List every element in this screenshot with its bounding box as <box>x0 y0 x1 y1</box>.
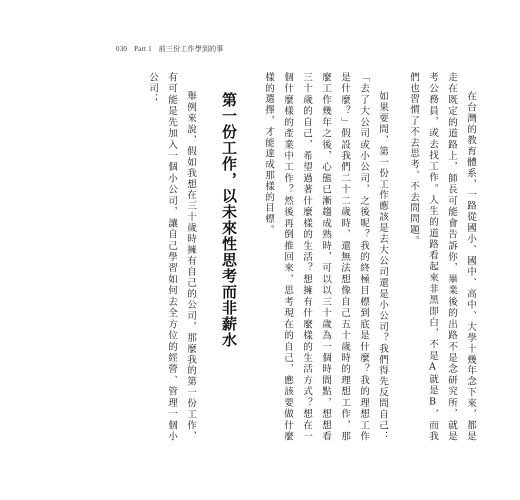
paragraph-2 <box>258 72 392 442</box>
paragraph-3-text: 舉例來說，假如我想在三十歲時擁有自己的公司，那麼我的第一份工作，有可能是先加入一個小公司，讓自己學習如何去全方位的經營、管理一個小公司； <box>147 72 196 442</box>
paragraph-1-text: 在台灣的教育體系，一路從國小、國中、高中、大學十幾年念下來，都是走在既定的道路上，師長可能會告訴你，畢業後的出路不是念研究所，就是考公務員，或去找工作。人生的道路看起來非黑即白，不是A就是B，而我們也習慣了不去思考、不去問問題。 <box>408 72 476 442</box>
paragraph-3 <box>147 72 200 442</box>
section-heading: 第一份工作，以未來性思考而非薪水 <box>220 92 238 348</box>
part-title: 前三份工作學到的事 <box>158 45 224 53</box>
part-label: Part 1 <box>134 45 152 53</box>
paragraph-1 <box>404 72 480 442</box>
page-body <box>100 72 480 472</box>
paragraph-2-text: 如果要問，第一份工作應該是去大公司還是小公司？我們得先反問自己：「去了大公司或小公司，之後呢？我的終極目標到底是什麼？我的理想工作是什麼？」假設我們二十二歲時，還無法想像自己五十歲時的理想工作，那麼工作幾年之後，心態已漸趨成熟時，可以以三十歲為一個時間點，想想看三十歲的自己，希望過著什麼樣的生活？想擁有什麼樣的生活方式？想在一個什麼樣的產業中工作？然後再倒推回來，思考現在的自己，應該要做什麼樣的選擇，才能達成那樣的目標。 <box>263 72 388 442</box>
running-header <box>116 44 229 54</box>
page-number: 030 <box>116 45 128 53</box>
